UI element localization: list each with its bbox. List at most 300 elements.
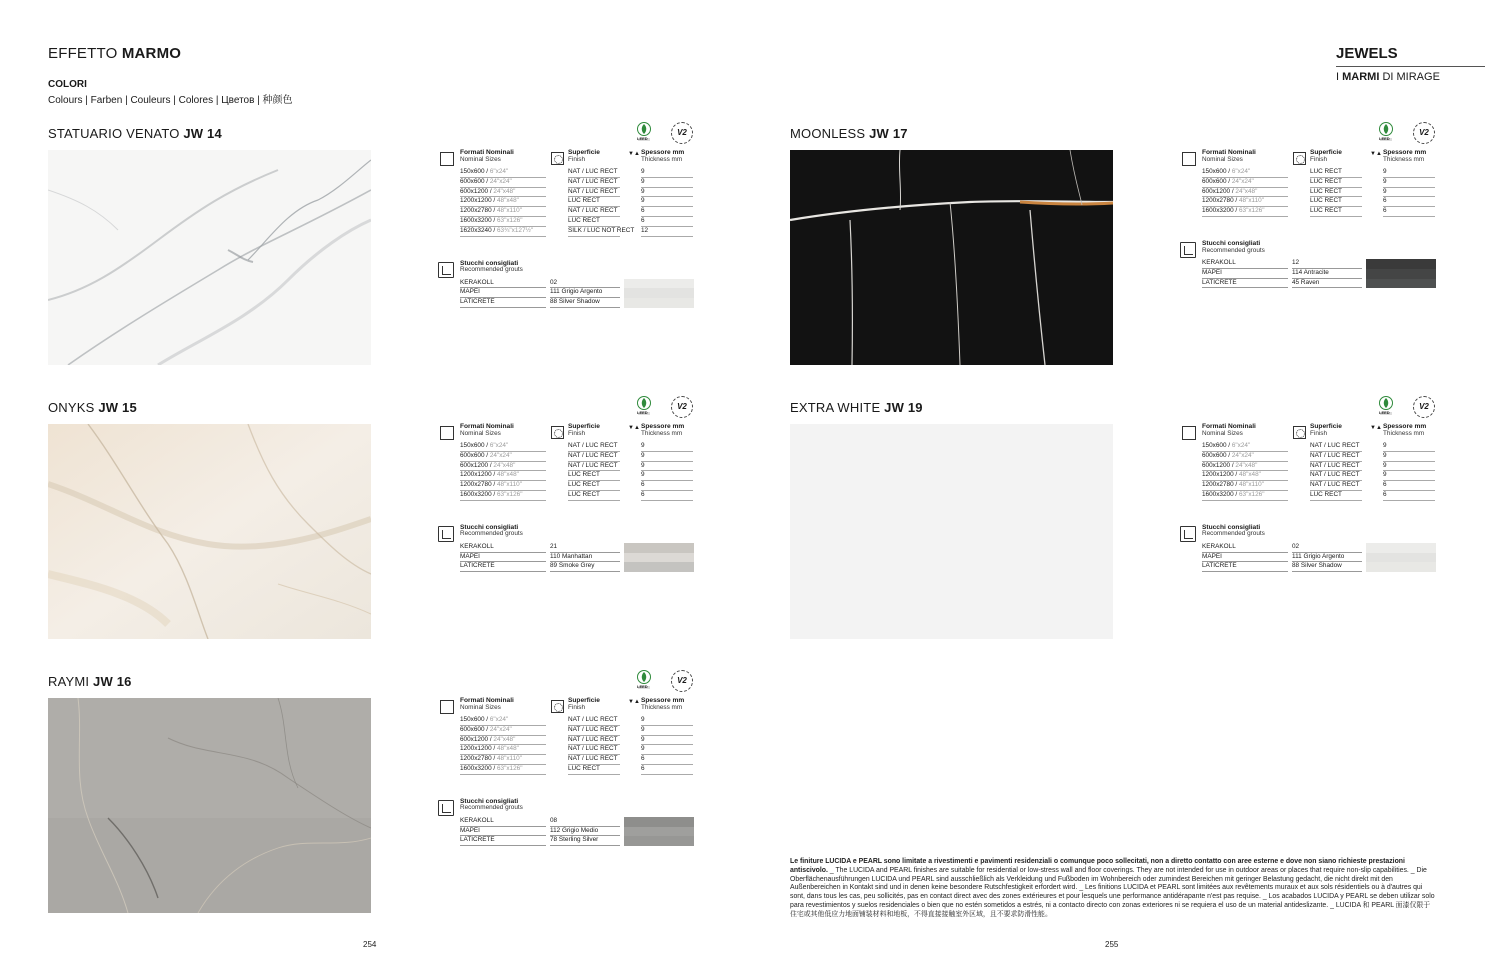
finish-value: NAT / LUC RECT bbox=[1310, 471, 1360, 479]
thickness-header-en: Thickness mm bbox=[641, 155, 683, 163]
size-value bbox=[460, 727, 512, 733]
size-imperial: 63"x126" bbox=[1238, 207, 1265, 215]
size-metric: 1200x1200 / bbox=[460, 197, 497, 205]
finish-icon bbox=[1293, 152, 1306, 165]
grout-name: 112 Grigio Medio bbox=[550, 826, 599, 834]
size-value bbox=[1202, 482, 1264, 488]
size-imperial: 24"x24" bbox=[489, 725, 512, 733]
size-metric: 600x1200 / bbox=[1202, 187, 1236, 195]
thickness-icon: ▼▲ bbox=[1370, 151, 1382, 157]
finish-value: NAT / LUC RECT bbox=[568, 461, 618, 469]
finish-value: LUC RECT bbox=[1310, 490, 1342, 498]
thickness-icon: ▼▲ bbox=[628, 151, 640, 157]
grout-color-chip bbox=[624, 288, 694, 298]
marble-swatch-moonless bbox=[790, 150, 1113, 365]
product-title: RAYMI JW 16 bbox=[48, 674, 132, 689]
size-row bbox=[1180, 197, 1437, 207]
size-metric: 150x600 / bbox=[1202, 442, 1232, 449]
grout-brand: MAPEI bbox=[1202, 552, 1222, 560]
marble-swatch-raymi bbox=[48, 698, 371, 913]
size-value bbox=[1202, 198, 1264, 204]
thickness-value: 6 bbox=[1383, 207, 1387, 215]
size-value bbox=[1202, 492, 1264, 498]
leaf-icon bbox=[635, 121, 653, 147]
grout-brand: MAPEI bbox=[460, 826, 480, 834]
size-rows bbox=[438, 442, 695, 501]
finish-icon bbox=[551, 700, 564, 713]
sizes-header-en: Nominal Sizes bbox=[460, 703, 501, 711]
size-value bbox=[460, 737, 515, 743]
sizes-header-en: Nominal Sizes bbox=[1202, 429, 1243, 437]
finish-header-en: Finish bbox=[568, 429, 586, 437]
certification-badges bbox=[1377, 395, 1437, 421]
finish-value: LUC RECT bbox=[568, 490, 600, 498]
finish-header-en: Finish bbox=[568, 155, 586, 163]
grout-color-chip bbox=[624, 553, 694, 563]
grout-color-chip bbox=[624, 817, 694, 827]
size-value bbox=[460, 189, 515, 195]
finish-icon bbox=[551, 152, 564, 165]
leed-label: LEED bbox=[1379, 136, 1390, 141]
grout-name: 12 bbox=[1292, 259, 1300, 266]
finish-value: NAT / LUC RECT bbox=[1310, 451, 1360, 459]
section-title: EFFETTO MARMO bbox=[48, 45, 182, 62]
grout-color-chip bbox=[624, 827, 694, 837]
size-imperial: 24"x48" bbox=[493, 735, 516, 743]
grouts-header bbox=[1202, 241, 1265, 254]
size-value bbox=[460, 179, 512, 185]
grouts-header-en: Recommended grouts bbox=[460, 530, 523, 538]
size-metric: 600x1200 / bbox=[460, 461, 494, 469]
finish-value: LUC RECT bbox=[1310, 177, 1342, 185]
size-metric: 1600x3200 / bbox=[1202, 490, 1239, 498]
row-rule bbox=[460, 845, 546, 846]
marble-swatch-extra-white bbox=[790, 424, 1113, 639]
size-metric: 600x1200 / bbox=[460, 187, 494, 195]
size-row bbox=[438, 442, 695, 452]
row-rule bbox=[1202, 216, 1288, 217]
size-imperial: 24"x24" bbox=[1231, 451, 1254, 459]
size-rows bbox=[438, 716, 695, 775]
finish-value: NAT / LUC RECT bbox=[568, 451, 618, 459]
grout-row bbox=[438, 543, 695, 553]
size-row bbox=[438, 755, 695, 765]
grout-name: 114 Antracite bbox=[1292, 268, 1329, 276]
size-imperial: 63¾"x127½" bbox=[496, 226, 534, 234]
size-rows bbox=[438, 168, 695, 237]
leed-label: LEED bbox=[1379, 410, 1390, 415]
size-metric: 1600x3200 / bbox=[1202, 207, 1239, 215]
finish-value: NAT / LUC RECT bbox=[568, 755, 618, 763]
product-title: ONYKS JW 15 bbox=[48, 400, 137, 415]
marble-swatch-statuario bbox=[48, 150, 371, 365]
size-metric: 600x600 / bbox=[1202, 177, 1232, 185]
finish-value: LUC RECT bbox=[1310, 168, 1342, 175]
grouts-header-it: Stucchi consigliati bbox=[460, 523, 519, 531]
size-imperial: 48"x48" bbox=[496, 197, 519, 205]
thickness-value: 9 bbox=[1383, 471, 1387, 479]
sizes-header bbox=[1202, 424, 1256, 437]
size-row bbox=[438, 217, 695, 227]
size-metric: 600x1200 / bbox=[460, 735, 494, 743]
size-row bbox=[438, 227, 695, 237]
grout-brand: KERAKOLL bbox=[460, 816, 494, 824]
grout-brand: LATICRETE bbox=[1202, 562, 1237, 570]
row-rule bbox=[550, 571, 620, 572]
size-imperial: 48"x110" bbox=[496, 755, 522, 763]
spec-header bbox=[438, 424, 695, 440]
size-imperial: 24"x24" bbox=[489, 451, 512, 459]
grouts-header-it: Stucchi consigliati bbox=[460, 797, 519, 805]
thickness-value: 9 bbox=[641, 168, 645, 175]
thickness-value: 6 bbox=[641, 216, 645, 224]
thickness-value: 6 bbox=[641, 764, 645, 772]
finish-value: NAT / LUC RECT bbox=[568, 735, 618, 743]
size-metric: 1600x3200 / bbox=[460, 764, 497, 772]
grout-color-chip bbox=[1366, 269, 1436, 279]
grout-row bbox=[438, 817, 695, 827]
grout-name: 02 bbox=[550, 278, 558, 286]
grouts-header bbox=[1202, 525, 1265, 538]
sizes-header bbox=[460, 698, 514, 711]
size-metric: 1200x1200 / bbox=[1202, 471, 1239, 479]
grout-brand: KERAKOLL bbox=[1202, 542, 1236, 550]
size-metric: 1620x3240 / bbox=[460, 226, 497, 234]
size-row bbox=[438, 188, 695, 198]
leed-label: LEED bbox=[637, 410, 648, 415]
grouts-header-en: Recommended grouts bbox=[460, 804, 523, 812]
thickness-header bbox=[641, 424, 684, 437]
size-imperial: 24"x24" bbox=[1231, 177, 1254, 185]
grout-color-chip bbox=[624, 836, 694, 846]
leed-badge bbox=[635, 121, 653, 147]
thickness-value: 9 bbox=[1383, 177, 1387, 185]
size-row bbox=[438, 745, 695, 755]
leaf-icon bbox=[1377, 395, 1395, 421]
size-imperial: 48"x110" bbox=[496, 481, 522, 489]
finish-value: SILK / LUC NOT RECT bbox=[568, 226, 635, 234]
size-row bbox=[1180, 178, 1437, 188]
product-title: MOONLESS JW 17 bbox=[790, 126, 908, 141]
size-imperial: 6"x24" bbox=[489, 442, 509, 449]
size-format-icon bbox=[440, 426, 454, 440]
finish-disclaimer: Le finiture LUCIDA e PEARL sono limitate a rivestimenti e pavimenti residenziali o comunque poco sollecitati, non a diretto contatto con aree esterne e dove non siano richieste prestazioni antiscivolo. _ The LUCIDA and PEARL finishes are suitable for residential or low-stress wall and floor coverings. They are not intended for use in outdoor areas or places that require non-slip capabilities. _ Die Oberflächenausführungen LUCIDA und PEARL sind ausschließlich als Verkleidung und Fußboden im Wohnbereich oder zumindest Bereichen mit geringer Belastung gedacht, die nicht direkt mit den Außenbereichen in Kontakt sind und in denen keine besondere Rutschfestigkeit erfordert wird. _ Les finitions LUCIDA et PEARL sont limitées aux revêtements muraux et aux sols résidentiels ou à d'autres qui sont, dans tous les cas, peu sollicités, pas en contact direct avec des zones extérieures et pour lesquels une performance antidérapante n'est pas requise. _ Los acabados LUCIDA y PEARL se deben utilizar solo para revestimientos y suelos residenciales o bien que no estén sometidos a estrés, ni a contacto directo con zonas exteriores ni se requiera el uso de un material antideslizante. _ LUCIDA 和 PEARL 面漆仅限于住宅或其他低应力地面铺装材料和地板，不得直接接触室外区域，且不要求防滑性能。 bbox=[790, 858, 1435, 918]
size-metric: 1200x2780 / bbox=[1202, 197, 1239, 205]
size-imperial: 24"x48" bbox=[493, 461, 516, 469]
spec-header bbox=[1180, 424, 1437, 440]
grout-row bbox=[438, 279, 695, 289]
grouts-header bbox=[460, 799, 523, 812]
finish-value: LUC RECT bbox=[1310, 207, 1342, 215]
size-imperial: 48"x110" bbox=[496, 207, 522, 215]
grout-row bbox=[438, 553, 695, 563]
brand-title: JEWELS bbox=[1336, 45, 1398, 62]
grout-name: 111 Grigio Argento bbox=[550, 288, 603, 296]
finish-value: LUC RECT bbox=[568, 197, 600, 205]
grout-name: 45 Raven bbox=[1292, 278, 1320, 286]
size-imperial: 24"x24" bbox=[489, 177, 512, 185]
finish-icon bbox=[1293, 426, 1306, 439]
thickness-header-en: Thickness mm bbox=[1383, 155, 1425, 163]
size-metric: 1200x1200 / bbox=[460, 745, 497, 753]
size-imperial: 48"x48" bbox=[1238, 471, 1261, 479]
thickness-value: 9 bbox=[641, 471, 645, 479]
grout-name: 88 Silver Shadow bbox=[550, 298, 600, 306]
finish-header-it: Superficie bbox=[568, 697, 600, 704]
grouts-header-en: Recommended grouts bbox=[1202, 246, 1265, 254]
sizes-header bbox=[460, 150, 514, 163]
leed-badge bbox=[635, 395, 653, 421]
grout-color-chip bbox=[1366, 553, 1436, 563]
leaf-icon bbox=[635, 395, 653, 421]
thickness-value: 9 bbox=[1383, 461, 1387, 469]
grouts-header-it: Stucchi consigliati bbox=[460, 259, 519, 267]
size-imperial: 63"x126" bbox=[1238, 490, 1265, 498]
grouts-header-it: Stucchi consigliati bbox=[1202, 523, 1261, 531]
finish-value: NAT / LUC RECT bbox=[1310, 442, 1360, 449]
row-rule bbox=[460, 307, 546, 308]
grout-icon bbox=[1180, 242, 1196, 258]
size-value bbox=[460, 766, 522, 772]
size-metric: 600x600 / bbox=[460, 177, 490, 185]
grouts-header-it: Stucchi consigliati bbox=[1202, 240, 1261, 247]
finish-value: NAT / LUC RECT bbox=[568, 177, 618, 185]
size-imperial: 48"x48" bbox=[496, 471, 519, 479]
size-imperial: 63"x126" bbox=[496, 490, 523, 498]
finish-value: NAT / LUC RECT bbox=[568, 442, 618, 449]
thickness-header bbox=[641, 698, 684, 711]
sizes-header-it: Formati Nominali bbox=[460, 423, 514, 430]
size-metric: 1200x2780 / bbox=[460, 755, 497, 763]
grout-name: 08 bbox=[550, 816, 558, 824]
leed-label: LEED bbox=[637, 136, 648, 141]
size-imperial: 63"x126" bbox=[496, 764, 523, 772]
finish-header-en: Finish bbox=[568, 703, 586, 711]
thickness-header-it: Spessore mm bbox=[1383, 149, 1427, 156]
grout-color-chip bbox=[624, 279, 694, 289]
size-imperial: 63"x126" bbox=[496, 216, 523, 224]
row-rule bbox=[568, 500, 620, 501]
size-row bbox=[1180, 207, 1437, 217]
certification-badges bbox=[635, 395, 695, 421]
finish-value: LUC RECT bbox=[568, 764, 600, 772]
thickness-header bbox=[1383, 150, 1426, 163]
size-row bbox=[1180, 462, 1437, 472]
size-imperial: 48"x110" bbox=[1238, 197, 1264, 205]
leed-badge bbox=[635, 669, 653, 695]
certification-badges bbox=[635, 669, 695, 695]
size-metric: 1600x3200 / bbox=[460, 490, 497, 498]
size-row bbox=[438, 168, 695, 178]
thickness-icon: ▼▲ bbox=[628, 699, 640, 705]
sizes-header-en: Nominal Sizes bbox=[460, 429, 501, 437]
size-value bbox=[460, 482, 522, 488]
grout-color-chip bbox=[624, 543, 694, 553]
size-value bbox=[1202, 472, 1261, 478]
finish-value: NAT / LUC RECT bbox=[1310, 481, 1360, 489]
thickness-value: 9 bbox=[641, 745, 645, 753]
size-imperial: 48"x110" bbox=[1238, 481, 1264, 489]
size-row bbox=[1180, 491, 1437, 501]
finish-value: LUC RECT bbox=[568, 471, 600, 479]
size-row bbox=[1180, 188, 1437, 198]
finish-value: LUC RECT bbox=[568, 216, 600, 224]
size-format-icon bbox=[1182, 152, 1196, 166]
size-format-icon bbox=[440, 152, 454, 166]
size-row bbox=[438, 207, 695, 217]
finish-header-it: Superficie bbox=[568, 149, 600, 156]
spec-header bbox=[438, 150, 695, 166]
thickness-value: 6 bbox=[641, 755, 645, 763]
thickness-header-it: Spessore mm bbox=[1383, 423, 1427, 430]
brand-divider bbox=[1336, 66, 1485, 67]
v2-badge: V2 bbox=[671, 396, 693, 418]
thickness-icon: ▼▲ bbox=[1370, 425, 1382, 431]
finish-icon bbox=[551, 426, 564, 439]
row-rule bbox=[1383, 500, 1435, 501]
grout-name: 88 Silver Shadow bbox=[1292, 562, 1342, 570]
row-rule bbox=[550, 307, 620, 308]
size-value bbox=[460, 218, 522, 224]
thickness-value: 6 bbox=[1383, 490, 1387, 498]
product-title: EXTRA WHITE JW 19 bbox=[790, 400, 923, 415]
grout-name: 111 Grigio Argento bbox=[1292, 552, 1345, 560]
grout-brand: MAPEI bbox=[1202, 268, 1222, 276]
size-metric: 150x600 / bbox=[460, 168, 490, 175]
size-value bbox=[460, 756, 522, 762]
row-rule bbox=[460, 774, 546, 775]
finish-value: NAT / LUC RECT bbox=[568, 745, 618, 753]
thickness-value: 9 bbox=[641, 177, 645, 185]
certification-badges bbox=[1377, 121, 1437, 147]
finish-header bbox=[1310, 424, 1342, 437]
thickness-value: 6 bbox=[641, 481, 645, 489]
grout-row bbox=[1180, 543, 1437, 553]
size-imperial: 48"x48" bbox=[496, 745, 519, 753]
finish-value: LUC RECT bbox=[568, 481, 600, 489]
size-row bbox=[438, 765, 695, 775]
finish-value: NAT / LUC RECT bbox=[1310, 461, 1360, 469]
row-rule bbox=[1292, 287, 1362, 288]
v2-badge: V2 bbox=[1413, 122, 1435, 144]
size-rows bbox=[1180, 168, 1437, 217]
thickness-value: 9 bbox=[641, 716, 645, 723]
grout-icon bbox=[1180, 526, 1196, 542]
grout-brand: KERAKOLL bbox=[460, 278, 494, 286]
colors-heading: COLORI bbox=[48, 79, 87, 90]
grout-brand: LATICRETE bbox=[460, 562, 495, 570]
size-row bbox=[438, 197, 695, 207]
thickness-value: 9 bbox=[1383, 187, 1387, 195]
finish-header bbox=[1310, 150, 1342, 163]
row-rule bbox=[460, 500, 546, 501]
row-rule bbox=[1310, 500, 1362, 501]
thickness-value: 6 bbox=[641, 490, 645, 498]
row-rule bbox=[1202, 571, 1288, 572]
finish-value: LUC RECT bbox=[1310, 197, 1342, 205]
row-rule bbox=[550, 845, 620, 846]
grout-brand: MAPEI bbox=[460, 288, 480, 296]
row-rule bbox=[1202, 500, 1288, 501]
size-row bbox=[438, 462, 695, 472]
row-rule bbox=[641, 500, 693, 501]
size-row bbox=[438, 178, 695, 188]
size-metric: 150x600 / bbox=[460, 716, 490, 723]
finish-header-en: Finish bbox=[1310, 429, 1328, 437]
certification-badges bbox=[635, 121, 695, 147]
sizes-header-it: Formati Nominali bbox=[1202, 423, 1256, 430]
thickness-value: 9 bbox=[641, 451, 645, 459]
leed-badge bbox=[1377, 395, 1395, 421]
size-value bbox=[460, 198, 519, 204]
row-rule bbox=[1292, 571, 1362, 572]
size-rows bbox=[1180, 442, 1437, 501]
size-metric: 150x600 / bbox=[1202, 168, 1232, 175]
size-metric: 1600x3200 / bbox=[460, 216, 497, 224]
size-imperial: 6"x24" bbox=[489, 716, 509, 723]
size-value bbox=[1202, 189, 1257, 195]
row-rule bbox=[568, 236, 620, 237]
size-imperial: 24"x48" bbox=[1235, 187, 1258, 195]
grout-row bbox=[438, 298, 695, 308]
thickness-value: 9 bbox=[641, 725, 645, 733]
grout-color-chip bbox=[1366, 279, 1436, 289]
size-row bbox=[1180, 471, 1437, 481]
finish-value: NAT / LUC RECT bbox=[568, 187, 618, 195]
leaf-icon bbox=[635, 669, 653, 695]
grout-color-chip bbox=[1366, 562, 1436, 572]
size-value bbox=[460, 453, 512, 459]
grout-name: 78 Sterling Silver bbox=[550, 836, 599, 844]
size-value bbox=[1202, 443, 1250, 449]
thickness-value: 9 bbox=[641, 735, 645, 743]
size-imperial: 6"x24" bbox=[1231, 168, 1251, 175]
leed-badge bbox=[1377, 121, 1395, 147]
sizes-header bbox=[1202, 150, 1256, 163]
size-value bbox=[460, 717, 508, 723]
grout-row bbox=[1180, 553, 1437, 563]
grout-brand: KERAKOLL bbox=[1202, 259, 1236, 266]
size-value bbox=[460, 169, 508, 175]
sizes-header-en: Nominal Sizes bbox=[1202, 155, 1243, 163]
spec-header bbox=[438, 698, 695, 714]
size-value bbox=[1202, 208, 1264, 214]
size-metric: 1200x1200 / bbox=[460, 471, 497, 479]
grout-brand: LATICRETE bbox=[1202, 278, 1237, 286]
size-row bbox=[438, 726, 695, 736]
size-row bbox=[438, 716, 695, 726]
thickness-value: 12 bbox=[641, 226, 649, 234]
grout-name: 21 bbox=[550, 542, 558, 550]
thickness-header-it: Spessore mm bbox=[641, 423, 685, 430]
sizes-header-it: Formati Nominali bbox=[460, 697, 514, 704]
size-imperial: 24"x48" bbox=[493, 187, 516, 195]
grout-color-chip bbox=[624, 562, 694, 572]
grout-brand: LATICRETE bbox=[460, 836, 495, 844]
thickness-value: 6 bbox=[1383, 481, 1387, 489]
size-metric: 150x600 / bbox=[460, 442, 490, 449]
grout-name: 110 Manhattan bbox=[550, 552, 593, 560]
page-number-left: 254 bbox=[363, 940, 377, 949]
size-value bbox=[1202, 169, 1250, 175]
thickness-value: 9 bbox=[641, 187, 645, 195]
size-format-icon bbox=[440, 700, 454, 714]
size-row bbox=[438, 491, 695, 501]
grout-icon bbox=[438, 526, 454, 542]
thickness-header bbox=[1383, 424, 1426, 437]
finish-value: NAT / LUC RECT bbox=[568, 168, 618, 175]
row-rule bbox=[460, 571, 546, 572]
